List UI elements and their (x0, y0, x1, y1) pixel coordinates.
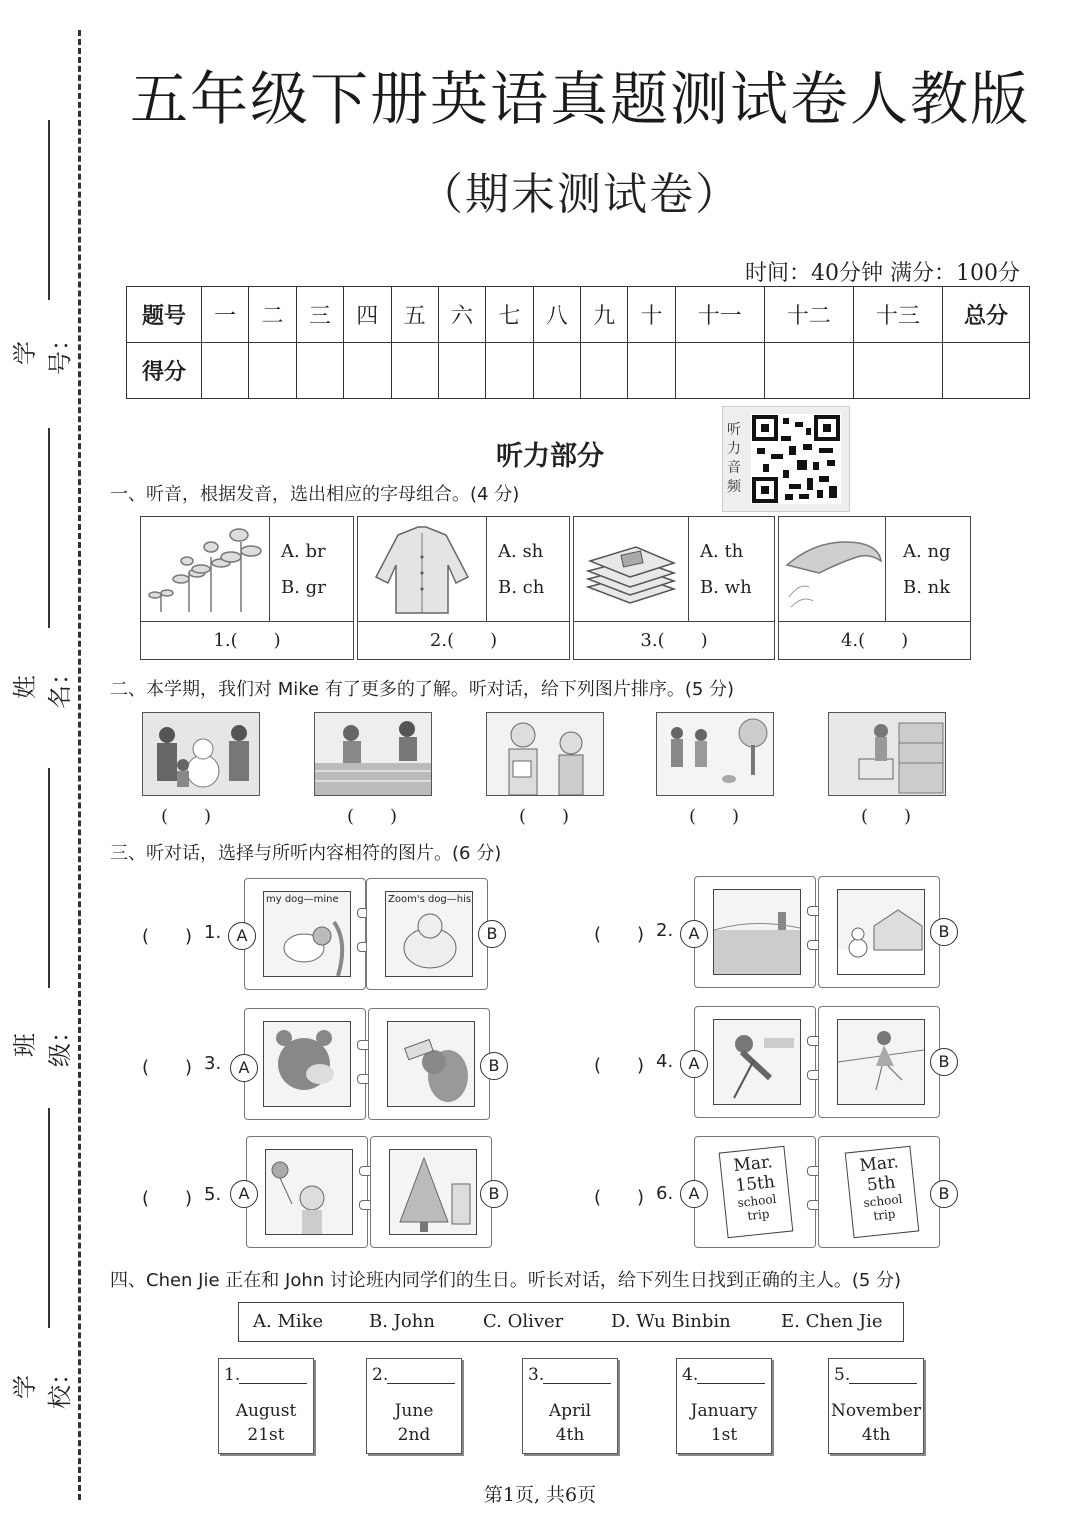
birthday-card (828, 1358, 924, 1454)
answer-line[interactable] (849, 1383, 917, 1384)
part3-card-b[interactable] (818, 876, 940, 988)
part3-number: 4. (656, 1051, 674, 1072)
part1-answer-blank[interactable]: 3.( ) (574, 621, 774, 659)
option-b-label[interactable]: B (480, 1180, 508, 1208)
answer-line[interactable] (387, 1383, 455, 1384)
birthday-card (676, 1358, 772, 1454)
date-note-a (719, 1146, 794, 1238)
part3-card-a[interactable] (246, 1136, 368, 1248)
note-month: Mar. (732, 1152, 774, 1177)
note-school: school (862, 1191, 904, 1210)
seedlings-image (141, 517, 270, 621)
note-month: Mar. (858, 1152, 900, 1177)
class-line[interactable] (48, 768, 50, 988)
listening-section-header: 听力部分 (496, 441, 604, 472)
squirrel-image (387, 1021, 475, 1107)
birthday-month: January (690, 1401, 758, 1421)
part3-number: 1. (204, 922, 222, 943)
score-table (126, 286, 1030, 399)
birthday-day: 2nd (397, 1425, 431, 1445)
score-cell[interactable] (628, 343, 675, 399)
birthday-month: August (235, 1401, 297, 1421)
part2-answer-blank[interactable]: ( ) (860, 806, 912, 827)
party-balloon-icon (266, 1150, 352, 1234)
name-option: A. Mike (253, 1311, 324, 1332)
girl-dancing-icon (838, 1020, 924, 1104)
running-race-icon (315, 713, 431, 795)
bear-eating-icon (264, 1022, 350, 1106)
part2-picture-park (656, 712, 774, 796)
part2-instruction: 二、本学期，我们对 Mike 有了更多的了解。听对话，给下列图片排序。(5 分) (110, 679, 735, 700)
birthday-day: 4th (555, 1425, 585, 1445)
birthday-number: 5. (834, 1365, 851, 1385)
page-subtitle: （期末测试卷） (419, 169, 741, 220)
score-cell[interactable] (438, 343, 485, 399)
card-caption: my dog—mine (266, 894, 339, 905)
part1-instruction: 一、听音，根据发音，选出相应的字母组合。(4 分) (110, 484, 520, 505)
score-cell[interactable] (249, 343, 296, 399)
option-a-label[interactable]: A (680, 1050, 708, 1078)
birthday-month: April (548, 1401, 592, 1421)
part3-card-a[interactable] (244, 1008, 366, 1120)
shirt-icon (358, 517, 486, 621)
dog-mine-image (263, 891, 351, 977)
part1-option-b: B. gr (281, 577, 326, 598)
option-b-label[interactable]: B (930, 918, 958, 946)
name-option: B. John (369, 1311, 435, 1332)
part1-option-a: A. th (700, 541, 744, 562)
score-col: 五 (391, 287, 438, 343)
score-cell[interactable] (675, 343, 764, 399)
part3-answer-blank[interactable]: ( ) (594, 1055, 645, 1076)
part1-item (778, 516, 971, 660)
part1-option-a: A. br (281, 541, 326, 562)
part1-option-a: A. sh (498, 541, 544, 562)
score-col: 一 (202, 287, 249, 343)
score-header-total: 总分 (943, 287, 1030, 343)
birthday-number: 1. (224, 1365, 241, 1385)
park-rabbit-icon (657, 713, 773, 795)
student-id-label: 学号： (11, 327, 74, 375)
score-cell[interactable] (296, 343, 343, 399)
part3-card-a[interactable] (694, 1136, 816, 1248)
answer-line[interactable] (543, 1383, 611, 1384)
answer-line[interactable] (239, 1383, 307, 1384)
option-a-label[interactable]: A (230, 1180, 258, 1208)
part1-item (573, 516, 775, 660)
birthday-card (218, 1358, 314, 1454)
birthday-day: 21st (247, 1425, 285, 1445)
score-cell[interactable] (581, 343, 628, 399)
option-a-label[interactable]: A (680, 920, 708, 948)
part3-instruction: 三、听对话，选择与所听内容相符的图片。(6 分) (110, 843, 502, 864)
birthday-card (366, 1358, 462, 1454)
option-a-label[interactable]: A (680, 1180, 708, 1208)
part4-instruction: 四、Chen Jie 正在和 John 讨论班内同学们的生日。听长对话，给下列生日找到正确的主人。(5 分) (110, 1270, 902, 1291)
note-day: 15th (734, 1172, 776, 1197)
part3-answer-blank[interactable]: ( ) (142, 926, 193, 947)
part3-card-a[interactable] (694, 1006, 816, 1118)
part3-card-b[interactable] (818, 1006, 940, 1118)
girl-sweeping-icon (714, 1020, 800, 1104)
part3-card-b[interactable] (370, 1136, 492, 1248)
score-header-question: 题号 (127, 287, 202, 343)
score-col: 八 (533, 287, 580, 343)
part2-picture-supermarket (828, 712, 946, 796)
part3-card-b[interactable] (366, 878, 488, 990)
birthday-day: 1st (710, 1425, 738, 1445)
score-cell[interactable] (344, 343, 391, 399)
part3-answer-blank[interactable]: ( ) (594, 924, 645, 945)
part1-answer-blank[interactable]: 4.( ) (779, 621, 970, 659)
score-col: 七 (486, 287, 533, 343)
score-col: 三 (296, 287, 343, 343)
student-id-line[interactable] (48, 120, 50, 300)
part1-option-b: B. wh (700, 577, 752, 598)
score-col: 六 (438, 287, 485, 343)
part1-item (357, 516, 570, 660)
option-a-label[interactable]: A (230, 1054, 258, 1082)
part2-picture-running (314, 712, 432, 796)
name-option: E. Chen Jie (781, 1311, 883, 1332)
grassland-image (713, 889, 801, 975)
score-col: 十一 (675, 287, 764, 343)
note-school: school (736, 1191, 778, 1210)
binding-dashed-line (78, 30, 81, 1500)
school-line[interactable] (48, 1108, 50, 1328)
option-b-label[interactable]: B (930, 1180, 958, 1208)
score-cell[interactable] (486, 343, 533, 399)
score-col: 十 (628, 287, 675, 343)
score-header-score: 得分 (127, 343, 202, 399)
score-col: 九 (581, 287, 628, 343)
option-b-label[interactable]: B (480, 1052, 508, 1080)
birthday-number: 3. (528, 1365, 545, 1385)
option-b-label[interactable]: B (478, 920, 506, 948)
two-friends-icon (487, 713, 603, 795)
score-col: 四 (344, 287, 391, 343)
part1-option-a: A. ng (903, 541, 951, 562)
part2-answer-blank[interactable]: ( ) (160, 806, 212, 827)
name-option: D. Wu Binbin (611, 1311, 731, 1332)
field-icon (714, 890, 800, 974)
books-image (574, 517, 689, 621)
option-b-label[interactable]: B (930, 1048, 958, 1076)
part3-number: 6. (656, 1183, 674, 1204)
part1-option-b: B. nk (903, 577, 951, 598)
score-cell[interactable] (391, 343, 438, 399)
whale-image (779, 517, 886, 621)
books-stack-icon (574, 517, 688, 621)
christmas-tree-image (389, 1149, 477, 1235)
school-label: 学校： (11, 1361, 74, 1409)
note-day: 5th (865, 1172, 897, 1196)
part1-item (140, 516, 354, 660)
part3-answer-blank[interactable]: ( ) (142, 1188, 193, 1209)
part3-card-a[interactable] (694, 876, 816, 988)
part1-answer-blank[interactable]: 1.( ) (141, 621, 353, 659)
birthday-day: 4th (861, 1425, 891, 1445)
birthday-month: June (394, 1401, 434, 1421)
snowy-house-image (837, 889, 925, 975)
birthday-number: 2. (372, 1365, 389, 1385)
whale-icon (779, 517, 885, 621)
name-option: C. Oliver (483, 1311, 564, 1332)
seedlings-icon (141, 517, 269, 621)
part2-answer-blank[interactable]: ( ) (346, 806, 398, 827)
class-label: 班级： (11, 1019, 74, 1067)
shirt-image (358, 517, 487, 621)
supermarket-shelf-icon (829, 713, 945, 795)
score-col: 十三 (853, 287, 942, 343)
answer-line[interactable] (697, 1383, 765, 1384)
score-cell[interactable] (764, 343, 853, 399)
birthday-card (522, 1358, 618, 1454)
part2-picture-snowman (142, 712, 260, 796)
dog-his-image (385, 891, 473, 977)
part3-card-b[interactable] (368, 1008, 490, 1120)
score-col: 二 (249, 287, 296, 343)
birthday-month: November (831, 1401, 921, 1421)
date-note-b (845, 1146, 920, 1238)
note-trip: trip (746, 1206, 771, 1223)
part3-answer-blank[interactable]: ( ) (594, 1187, 645, 1208)
option-a-label[interactable]: A (228, 922, 256, 950)
part1-option-b: B. ch (498, 577, 545, 598)
page-footer: 第1页, 共6页 (483, 1484, 597, 1506)
qr-code-icon (751, 414, 841, 504)
party-image (265, 1149, 353, 1235)
qr-code[interactable] (722, 406, 850, 512)
part3-answer-blank[interactable]: ( ) (142, 1057, 193, 1078)
note-trip: trip (872, 1206, 897, 1223)
name-label: 姓名： (11, 661, 74, 709)
part3-card-b[interactable] (818, 1136, 940, 1248)
christmas-tree-icon (390, 1150, 476, 1234)
card-caption: Zoom's dog—his (388, 894, 472, 905)
score-cell-total[interactable] (943, 343, 1030, 399)
part3-number: 2. (656, 920, 674, 941)
part1-answer-blank[interactable]: 2.( ) (358, 621, 569, 659)
score-cell[interactable] (853, 343, 942, 399)
part3-number: 5. (204, 1184, 222, 1205)
part3-card-a[interactable] (244, 878, 366, 990)
qr-label: 听力音频 (727, 422, 741, 495)
part3-number: 3. (204, 1053, 222, 1074)
family-snowman-icon (143, 713, 259, 795)
score-cell[interactable] (202, 343, 249, 399)
time-info: 时间：40分钟 满分：100分 (745, 261, 1020, 286)
part2-answer-blank[interactable]: ( ) (688, 806, 740, 827)
dancing-image (837, 1019, 925, 1105)
sweeping-image (713, 1019, 801, 1105)
part2-picture-friends (486, 712, 604, 796)
score-cell[interactable] (533, 343, 580, 399)
page-title: 五年级下册英语真题测试卷人教版 (129, 65, 1030, 133)
score-col: 十二 (764, 287, 853, 343)
name-options-box (238, 1302, 904, 1342)
bear-image (263, 1021, 351, 1107)
snowman-house-icon (838, 890, 924, 974)
birthday-number: 4. (682, 1365, 699, 1385)
part2-answer-blank[interactable]: ( ) (518, 806, 570, 827)
squirrel-drinking-icon (388, 1022, 474, 1106)
